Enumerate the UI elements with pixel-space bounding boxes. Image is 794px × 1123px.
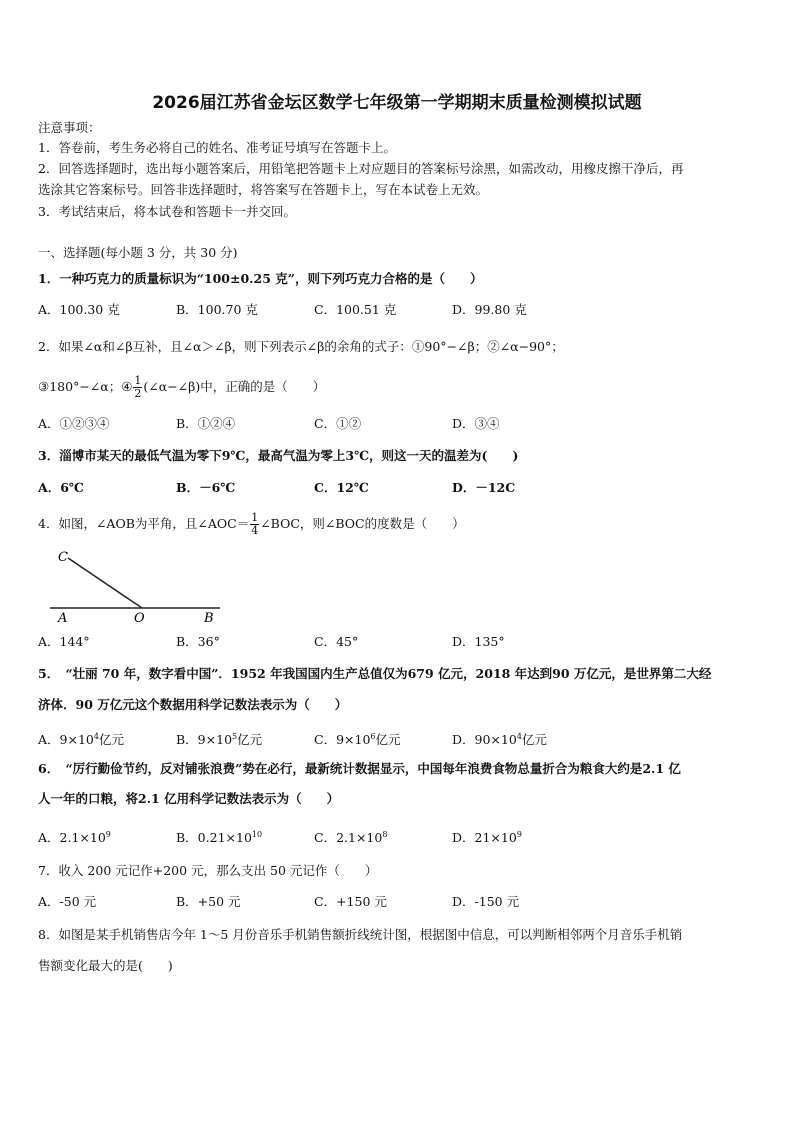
q2-option-d: D．③④ — [452, 416, 500, 431]
q2-stem-part-a: ③180°−∠α；④ — [38, 379, 133, 394]
q6-option-c-base: C．2.1×10 — [314, 830, 383, 846]
q5-option-c-base: C．9×10 — [314, 732, 371, 748]
q5-option-a-base: A．9×10 — [38, 732, 94, 748]
q5-option-a-exponent: 4 — [93, 732, 99, 741]
notice-heading: 注意事项： — [38, 120, 101, 135]
notice-item-2a: 2．回答选择题时，选出每小题答案后，用铅笔把答题卡上对应题目的答案标号涂黑，如需改动，用橡皮擦干净后，再 — [38, 161, 684, 176]
q2-option-a: A．①②③④ — [38, 416, 110, 431]
q5-option-c-unit: 亿元 — [375, 732, 401, 748]
q1-option-b: B．100.70 克 — [176, 302, 258, 317]
q4-fraction-numerator: 1 — [251, 511, 259, 524]
q1-option-a: A．100.30 克 — [38, 302, 120, 317]
q7-option-c: C．+150 元 — [314, 894, 387, 909]
q7-stem: 7．收入 200 元记作+200 元，那么支出 50 元记作（ ） — [38, 863, 378, 878]
q6-option-b — [176, 827, 262, 846]
q4-label-c: C — [58, 550, 68, 565]
q1-stem: 1．一种巧克力的质量标识为“100±0.25 克”，则下列巧克力合格的是（ ） — [38, 271, 483, 286]
q6-option-c — [314, 827, 387, 846]
notice-item-3: 3．考试结束后，将本试卷和答题卡一并交回。 — [38, 204, 296, 219]
q1-option-d: D．99.80 克 — [452, 302, 527, 317]
q5-option-d-unit: 亿元 — [521, 732, 547, 748]
q3-stem: 3．淄博市某天的最低气温为零下9℃，最高气温为零上3℃，则这一天的温差为( ) — [38, 448, 519, 463]
q4-label-b: B — [204, 611, 214, 625]
q2-option-b: B．①②④ — [176, 416, 236, 431]
q6-option-b-base: B．0.21×10 — [176, 830, 252, 846]
q6-option-a — [38, 827, 111, 846]
q1-option-c: C．100.51 克 — [314, 302, 397, 317]
q4-stem-part-b: ∠BOC，则∠BOC的度数是（ ） — [260, 516, 465, 531]
q6-stem-line1: 6． “厉行勤俭节约，反对铺张浪费”势在必行，最新统计数据显示，中国每年浪费食物总量折合为粮食大约是2.1 亿 — [38, 761, 681, 776]
q4-label-a: A — [58, 611, 68, 625]
q5-option-d — [452, 729, 547, 748]
q3-option-b: B．－6℃ — [176, 480, 236, 495]
notice-item-1: 1．答卷前，考生务必将自己的姓名、准考证号填写在答题卡上。 — [38, 140, 396, 155]
q5-stem-line2: 济体．90 万亿元这个数据用科学记数法表示为（ ） — [38, 697, 348, 712]
q4-stem-part-a: 4．如图，∠AOB为平角，且∠AOC＝ — [38, 516, 250, 531]
q6-option-c-exponent: 8 — [382, 830, 388, 839]
q8-stem-line1: 8．如图是某手机销售店今年 1～5 月份音乐手机销售额折线统计图，根据图中信息，可以判断相邻两个月音乐手机销 — [38, 927, 683, 942]
q7-option-d: D．-150 元 — [452, 894, 520, 909]
q3-option-a: A．6℃ — [38, 480, 84, 495]
page-title: 2026届江苏省金坛区数学七年级第一学期期末质量检测模拟试题 — [152, 93, 642, 113]
q4-fraction-denominator: 4 — [251, 524, 259, 537]
q4-stem — [38, 512, 465, 537]
q5-option-b-base: B．9×10 — [176, 732, 233, 748]
q5-option-d-base: D．90×10 — [452, 732, 517, 748]
q5-option-c — [314, 729, 401, 748]
q4-option-c: C．45° — [314, 634, 359, 649]
q5-stem-line1: 5． “壮丽 70 年，数字看中国”．1952 年我国国内生产总值仅为679 亿元，2018 年达到90 万亿元，是世界第二大经 — [38, 666, 712, 681]
q5-option-c-exponent: 6 — [370, 732, 376, 741]
q2-stem-line2 — [38, 375, 325, 400]
q5-option-b — [176, 729, 262, 748]
q5-option-d-exponent: 4 — [516, 732, 522, 741]
q2-stem-line1: 2．如果∠α和∠β互补，且∠α＞∠β，则下列表示∠β的余角的式子：①90°−∠β；②∠α−90°； — [38, 339, 564, 354]
q3-option-d: D．－12C — [452, 480, 516, 495]
q4-fraction — [250, 512, 259, 537]
q6-option-d-exponent: 9 — [516, 830, 522, 839]
q2-option-c: C．①② — [314, 416, 362, 431]
section-heading: 一、选择题(每小题 3 分，共 30 分) — [38, 245, 238, 260]
q3-option-c: C．12℃ — [314, 480, 369, 495]
q4-ray-oc — [68, 558, 142, 608]
q2-fraction — [133, 375, 142, 400]
q5-option-b-unit: 亿元 — [237, 732, 263, 748]
q6-option-d-base: D．21×10 — [452, 830, 517, 846]
q6-option-b-exponent: 10 — [251, 830, 263, 839]
q6-option-a-base: A．2.1×10 — [38, 830, 106, 846]
q5-option-a-unit: 亿元 — [98, 732, 124, 748]
q4-option-a: A．144° — [38, 634, 90, 649]
q4-option-d: D．135° — [452, 634, 505, 649]
q4-angle-figure — [50, 545, 230, 625]
q2-fraction-numerator: 1 — [134, 374, 142, 387]
q7-option-a: A．-50 元 — [38, 894, 97, 909]
q8-stem-line2: 售额变化最大的是( ) — [38, 958, 173, 973]
q2-stem-part-b: (∠α−∠β)中，正确的是（ ） — [143, 379, 326, 394]
q5-option-a — [38, 729, 124, 748]
q7-option-b: B．+50 元 — [176, 894, 241, 909]
q6-option-d — [452, 827, 522, 846]
q4-label-o: O — [134, 611, 145, 625]
q6-option-a-exponent: 9 — [105, 830, 111, 839]
q4-option-b: B．36° — [176, 634, 220, 649]
q2-fraction-denominator: 2 — [134, 387, 142, 400]
q6-stem-line2: 人一年的口粮，将2.1 亿用科学记数法表示为（ ） — [38, 791, 340, 806]
q5-option-b-exponent: 5 — [232, 732, 238, 741]
notice-item-2b: 选涂其它答案标号。回答非选择题时，将答案写在答题卡上，写在本试卷上无效。 — [38, 182, 489, 197]
